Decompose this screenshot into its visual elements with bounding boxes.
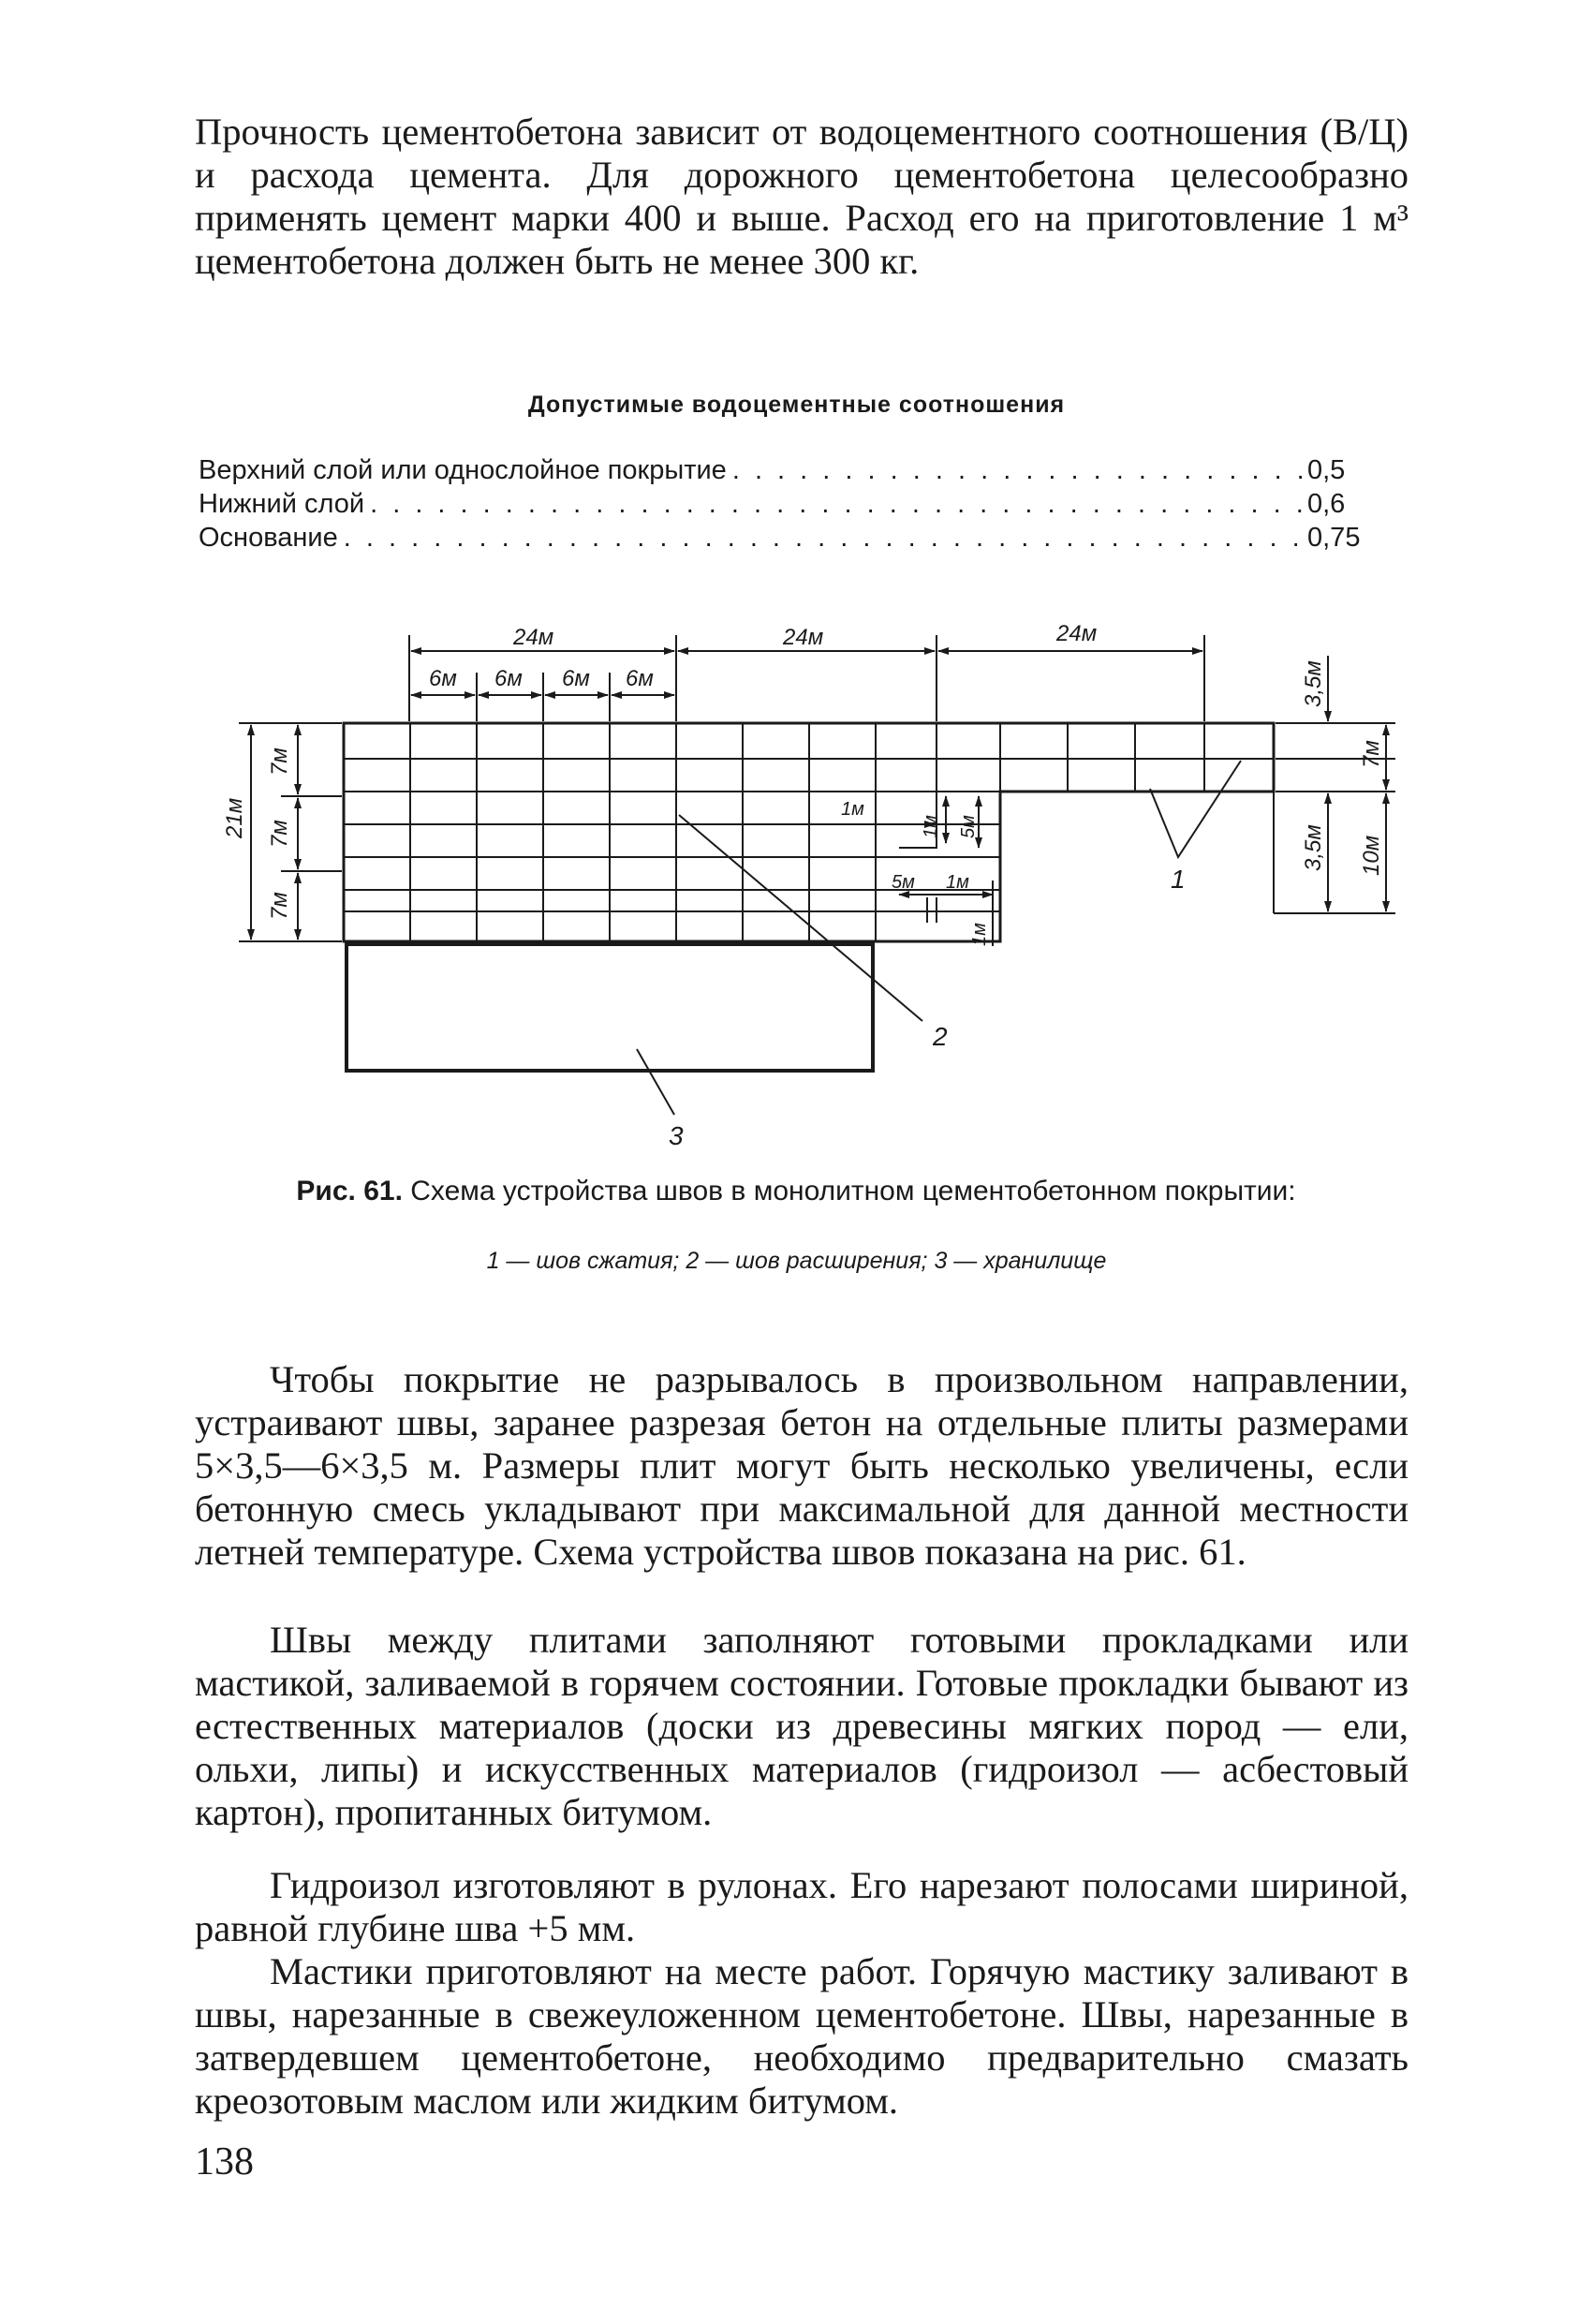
storage-area (347, 944, 873, 1071)
ratio-value: 0,5 (1307, 455, 1346, 485)
dim-text: 7м (267, 748, 292, 776)
ratios-table (199, 455, 1379, 556)
dim-text: 7м (267, 892, 292, 920)
dim-text: 7м (267, 820, 292, 848)
joint-grid (344, 723, 1274, 941)
paragraph-joints: Чтобы покрытие не разрывалось в произвольном направлении, устраивают швы, заранее разрезая бетон на отдельные плиты размерами 5×3,5—6×3,5 м. Размеры плит могут быть несколько увеличены, если бетонную смесь укладывают при максимальной для данной местности летней температуре. Схема устройства швов показана на рис. 61. (195, 1358, 1409, 1573)
leader-dots (370, 489, 1302, 520)
dim-text: 10м (1359, 835, 1384, 876)
expansion-joint-line (679, 815, 922, 1021)
ratios-table-title: Допустимые водоцементные соотношения (527, 392, 1066, 418)
dim-text: 6м (494, 666, 523, 691)
dim-text: 21м (222, 797, 247, 838)
dim-text: 5м (958, 815, 979, 838)
joint-layout-diagram (0, 600, 1593, 1162)
dim-text: 24м (783, 625, 824, 650)
dim-text: 6м (626, 666, 654, 691)
ratio-value: 0,6 (1307, 489, 1346, 519)
compression-joint-leader (1150, 761, 1241, 857)
dim-text: 1м (969, 923, 990, 946)
dim-text: 5м (892, 872, 915, 893)
dim-text: 1м (841, 799, 864, 820)
callout-2: 2 (933, 1022, 948, 1051)
storage-leader (637, 1049, 674, 1115)
callout-3: 3 (669, 1121, 684, 1150)
dim-text: 24м (1056, 621, 1098, 646)
figure-caption-text: Схема устройства швов в монолитном цементобетонном покрытии: (410, 1176, 1296, 1206)
paragraph-strength: Прочность цементобетона зависит от водоцементного соотношения (В/Ц) и расхода цемента. Для дорожного цементобетона целесообразно применять цемент марки 400 и выше. Расход его на приготовление 1 м³ цементобетона должен быть не менее 300 кг. (195, 111, 1409, 282)
dim-text: 6м (562, 666, 590, 691)
page-number: 138 (195, 2140, 254, 2183)
top-dimension-arrows (411, 651, 1202, 695)
paragraph-mastics: Мастики приготовляют на месте работ. Горячую мастику заливают в швы, нарезанные в свежеуложенном цементобетоне. Швы, нарезанные в затвердевшем цементобетоне, необходимо предварительно смазать креозотовым маслом или жидким битумом. (195, 1950, 1409, 2122)
dim-text: 1м (946, 872, 969, 893)
paragraph-fillers: Швы между плитами заполняют готовыми прокладками или мастикой, заливаемой в горячем состоянии. Готовые прокладки бывают из естественных материалов (доски из древесины мягких пород — ели, ольхи, липы) и искусственных материалов (гидроизол — асбестовый картон), пропитанных битумом. (195, 1619, 1409, 1833)
ratio-row (199, 523, 1379, 556)
dim-text: 7м (1359, 740, 1384, 768)
ratio-label: Верхний слой или однослойное покрытие (199, 455, 727, 485)
dim-text: 6м (429, 666, 457, 691)
figure-legend: 1 — шов сжатия; 2 — шов расширения; 3 — хранилище (486, 1248, 1107, 1274)
dim-text: 3,5м (1301, 660, 1326, 707)
leader-dots (344, 523, 1302, 554)
ratio-row (199, 455, 1379, 489)
leader-dots (732, 455, 1302, 486)
ratio-row (199, 489, 1379, 523)
dim-text: 3,5м (1301, 824, 1326, 871)
ratio-label: Основание (199, 523, 338, 553)
ratio-label: Нижний слой (199, 489, 365, 519)
paragraph-hydroisol: Гидроизол изготовляют в рулонах. Его нарезают полосами шириной, равной глубине шва +5 мм. (195, 1864, 1409, 1949)
ratio-value: 0,75 (1307, 523, 1361, 553)
dim-text: 24м (513, 625, 554, 650)
figure-caption (206, 1175, 1386, 1208)
figure-caption-label: Рис. 61. (296, 1176, 403, 1206)
callout-1: 1 (1171, 865, 1186, 894)
dim-text: 1м (921, 815, 941, 838)
